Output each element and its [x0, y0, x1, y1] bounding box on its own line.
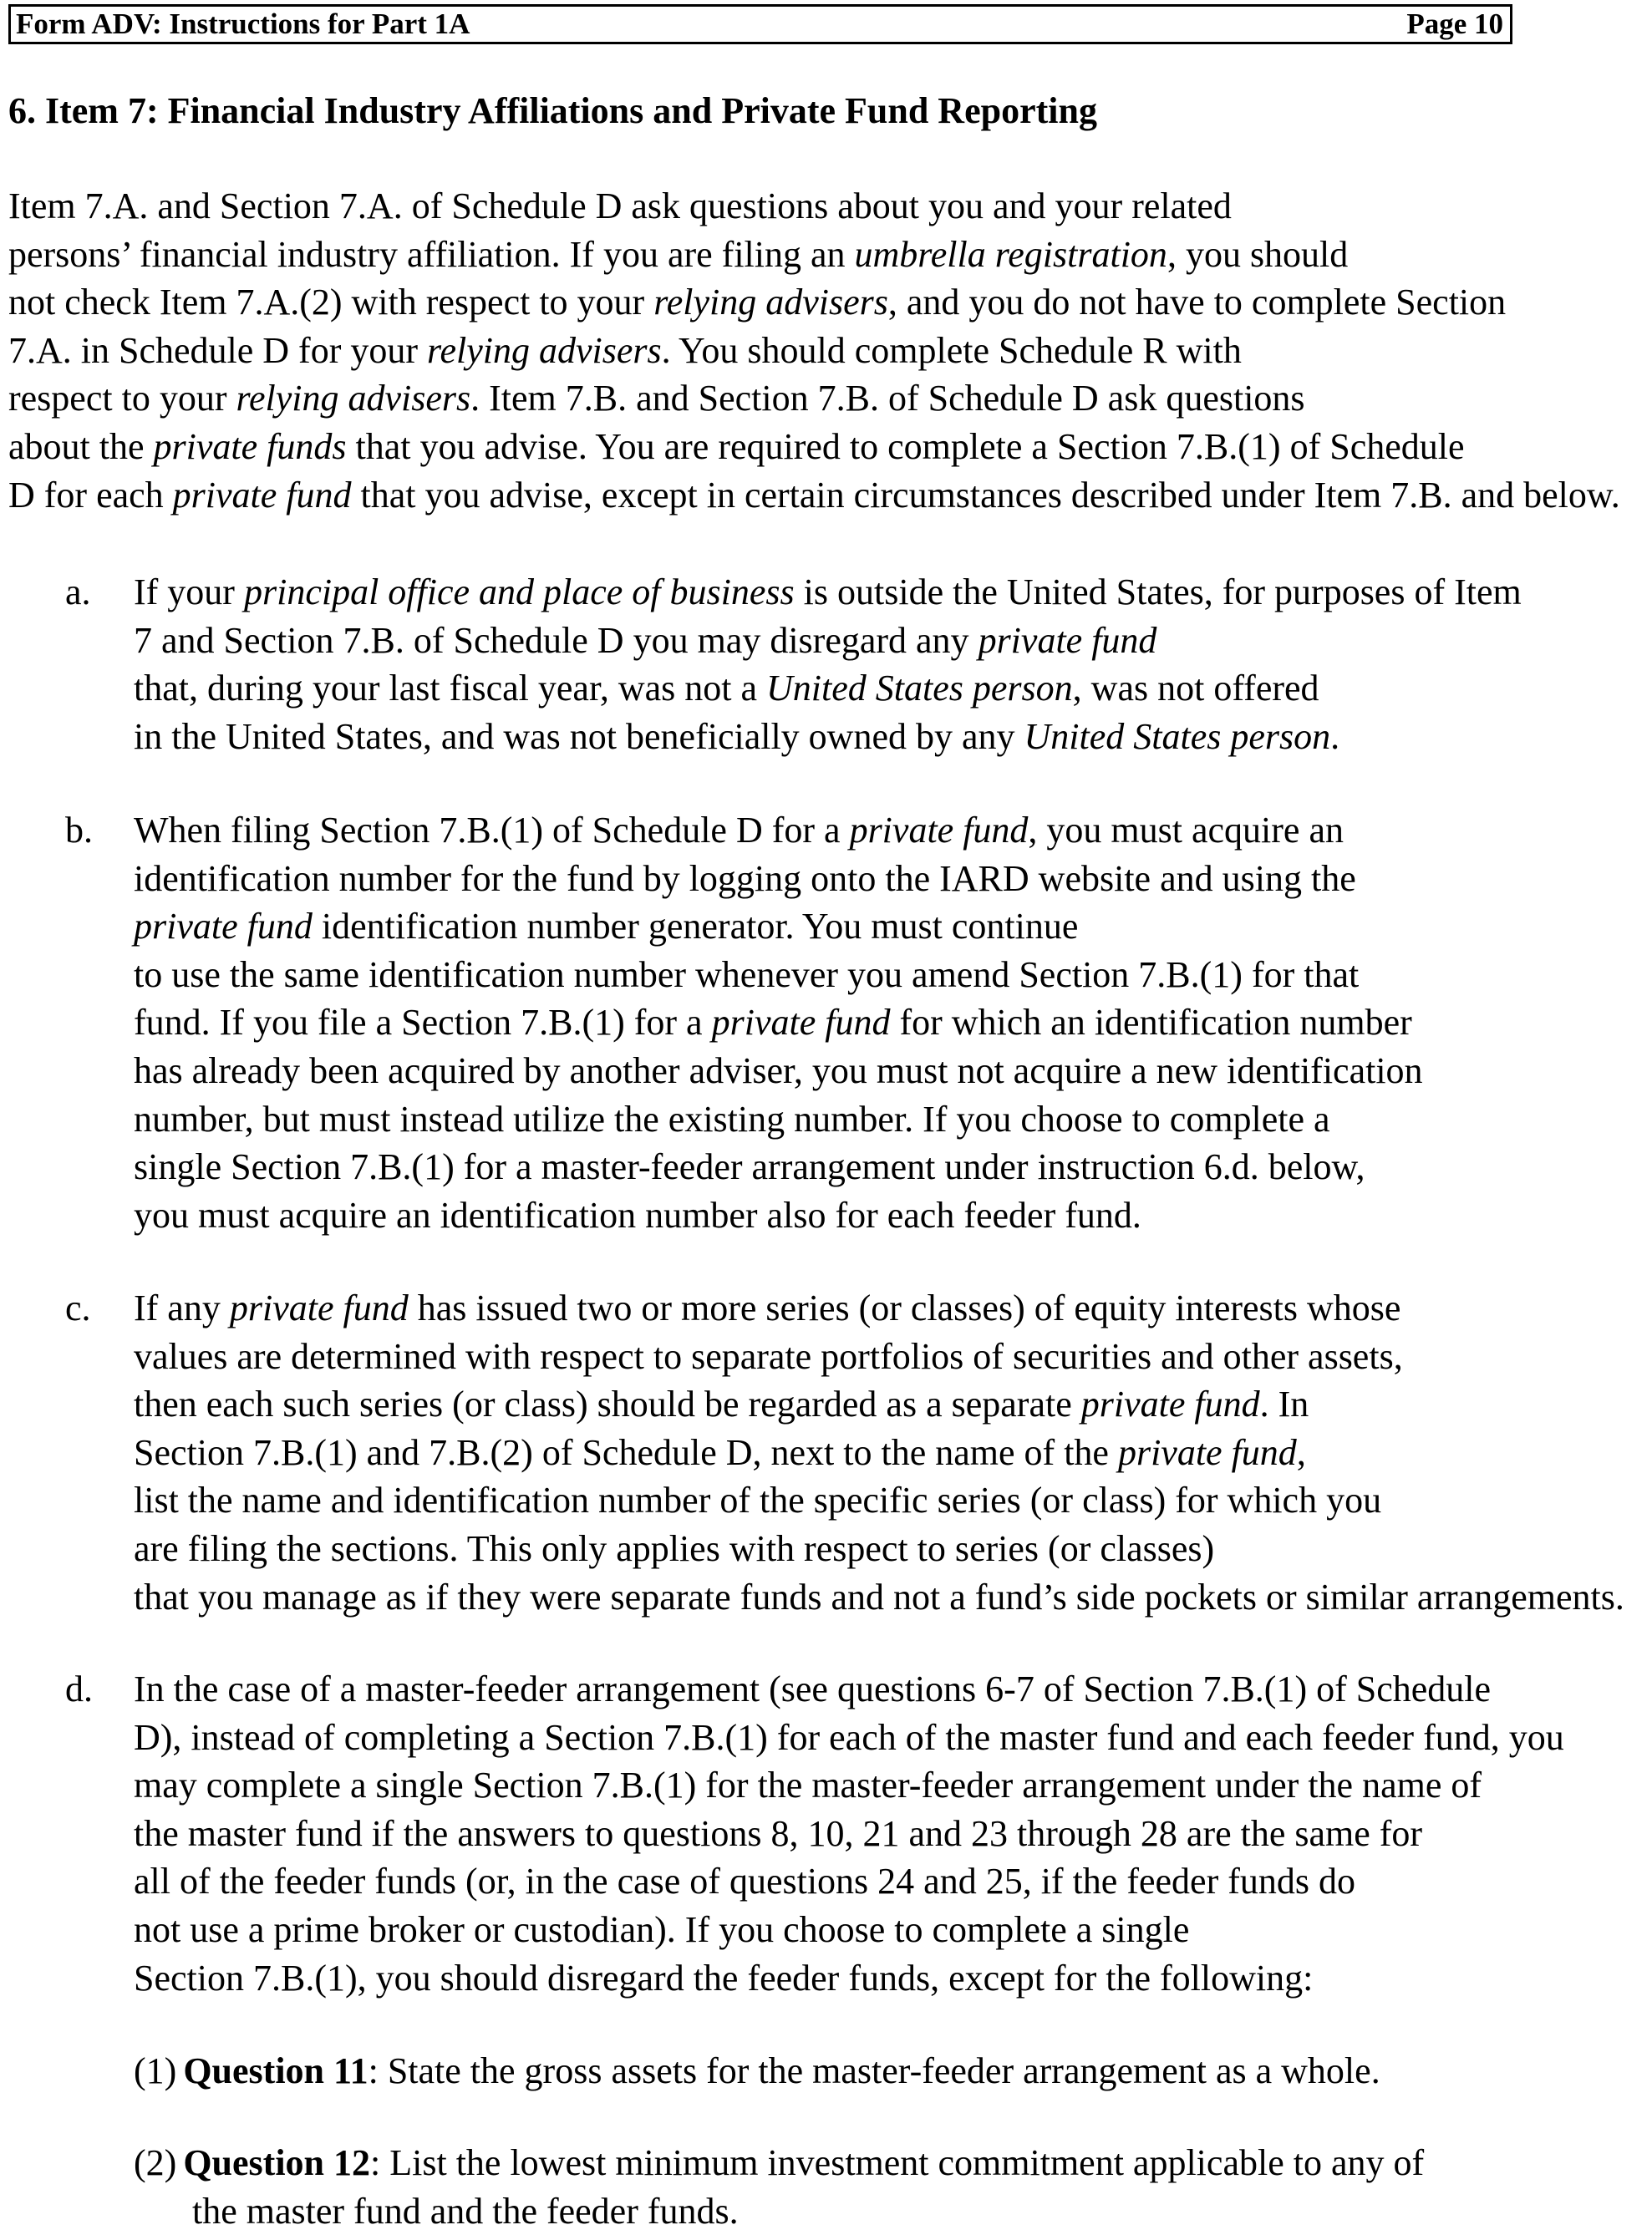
- text-line: about the private funds that you advise. You are required to complete a Section 7.B.(1) of Schedule: [8, 425, 1465, 467]
- text-line: all of the feeder funds (or, in the case of questions 24 and 25, if the feeder funds do: [134, 1861, 1355, 1902]
- text-line: are filing the sections. This only applies with respect to series (or classes): [134, 1527, 1215, 1569]
- text-line: If your principal office and place of business is outside the United States, for purposes of Item: [134, 571, 1522, 612]
- text-line: Item 7.A. and Section 7.A. of Schedule D ask questions about you and your related: [8, 185, 1232, 226]
- text-line: has already been acquired by another adviser, you must not acquire a new identification: [134, 1049, 1423, 1091]
- text-line: you must acquire an identification number also for each feeder fund.: [134, 1194, 1141, 1236]
- header-form-title: Form ADV: Instructions for Part 1A: [16, 8, 470, 40]
- text-line: 7 and Section 7.B. of Schedule D you may disregard any private fund: [134, 619, 1157, 661]
- sub-item-number: (2): [134, 2142, 177, 2183]
- list-item-text: [134, 1665, 1640, 2002]
- question-label: Question 11: [183, 2050, 369, 2091]
- text-line: When filing Section 7.B.(1) of Schedule D for a private fund, you must acquire an: [134, 810, 1344, 851]
- list-item-b: [65, 806, 1640, 1239]
- list-item-text: [134, 806, 1640, 1239]
- page-header: [8, 4, 1512, 44]
- text-line: values are determined with respect to separate portfolios of securities and other assets,: [134, 1335, 1403, 1377]
- text-line: Section 7.B.(1) and 7.B.(2) of Schedule D, next to the name of the private fund,: [134, 1431, 1306, 1473]
- list-item-text: [134, 1284, 1640, 1621]
- text-line: to use the same identification number whenever you amend Section 7.B.(1) for that: [134, 953, 1360, 995]
- text-line: not check Item 7.A.(2) with respect to your relying advisers, and you do not have to complete Section: [8, 282, 1507, 323]
- intro-text: [8, 182, 1638, 519]
- text-line: If any private fund has issued two or more series (or classes) of equity interests whose: [134, 1288, 1401, 1328]
- text-line: in the United States, and was not beneficially owned by any United States person.: [134, 715, 1340, 757]
- text-line: Section 7.B.(1), you should disregard the feeder funds, except for the following:: [134, 1957, 1314, 1999]
- text-line: the master fund if the answers to questions 8, 10, 21 and 23 through 28 are the same for: [134, 1812, 1423, 1854]
- list-item-a: [65, 568, 1640, 760]
- section-heading: 6. Item 7: Financial Industry Affiliations and Private Fund Reporting: [8, 90, 1097, 131]
- text-line: not use a prime broker or custodian). If you choose to complete a single: [134, 1908, 1190, 1950]
- text-line: list the name and identification number of the specific series (or class) for which you: [134, 1480, 1382, 1521]
- list-marker: d.: [65, 1669, 93, 1709]
- question-label: Question 12: [183, 2142, 371, 2183]
- text-line: number, but must instead utilize the existing number. If you choose to complete a: [134, 1098, 1330, 1140]
- text-line: respect to your relying advisers. Item 7.B. and Section 7.B. of Schedule D ask questions: [8, 378, 1305, 419]
- text-line: D for each private fund that you advise, except in certain circumstances described under Item 7.B. and below.: [8, 474, 1620, 516]
- sub-item-text: [134, 2047, 1638, 2095]
- text-line: that, during your last fiscal year, was not a United States person, was not offered: [134, 668, 1319, 709]
- sub-item-number: (1): [134, 2050, 177, 2091]
- text-line: then each such series (or class) should be regarded as a separate private fund. In: [134, 1384, 1309, 1425]
- list-marker: a.: [65, 571, 91, 612]
- text-line: In the case of a master-feeder arrangement (see questions 6-7 of Section 7.B.(1) of Schedule: [134, 1669, 1492, 1709]
- text-line: identification number for the fund by logging onto the IARD website and using the: [134, 857, 1356, 899]
- list-item-d: [65, 1665, 1640, 2002]
- list-marker: b.: [65, 810, 93, 851]
- text-line: 7.A. in Schedule D for your relying advisers. You should complete Schedule R with: [8, 329, 1242, 371]
- text-line: (1) Question 11: State the gross assets for the master-feeder arrangement as a whole.: [134, 2050, 1380, 2091]
- sub-item-text: [134, 2139, 1638, 2235]
- text-line: D), instead of completing a Section 7.B.(1) for each of the master fund and each feeder fund, you: [134, 1716, 1564, 1758]
- sub-item-1: [134, 2047, 1638, 2095]
- text-line: may complete a single Section 7.B.(1) for the master-feeder arrangement under the name of: [134, 1765, 1482, 1806]
- list-item-c: [65, 1284, 1640, 1621]
- list-marker: c.: [65, 1288, 91, 1328]
- list-item-text: [134, 568, 1640, 760]
- text-line: that you manage as if they were separate funds and not a fund’s side pockets or similar arrangements.: [134, 1576, 1624, 1618]
- text-line: fund. If you file a Section 7.B.(1) for a private fund for which an identification number: [134, 1002, 1412, 1044]
- text-line: private fund identification number generator. You must continue: [134, 906, 1079, 947]
- intro-paragraph: [8, 182, 1638, 519]
- text-line: persons’ financial industry affiliation. If you are filing an umbrella registration, you should: [8, 233, 1349, 275]
- text-line: (2) Question 12: List the lowest minimum investment commitment applicable to any of: [134, 2142, 1425, 2183]
- header-page-number: Page 10: [1406, 8, 1503, 40]
- text-line: single Section 7.B.(1) for a master-feeder arrangement under instruction 6.d. below,: [134, 1146, 1365, 1188]
- sub-item-2: [134, 2139, 1638, 2235]
- text-line: the master fund and the feeder funds.: [192, 2190, 739, 2232]
